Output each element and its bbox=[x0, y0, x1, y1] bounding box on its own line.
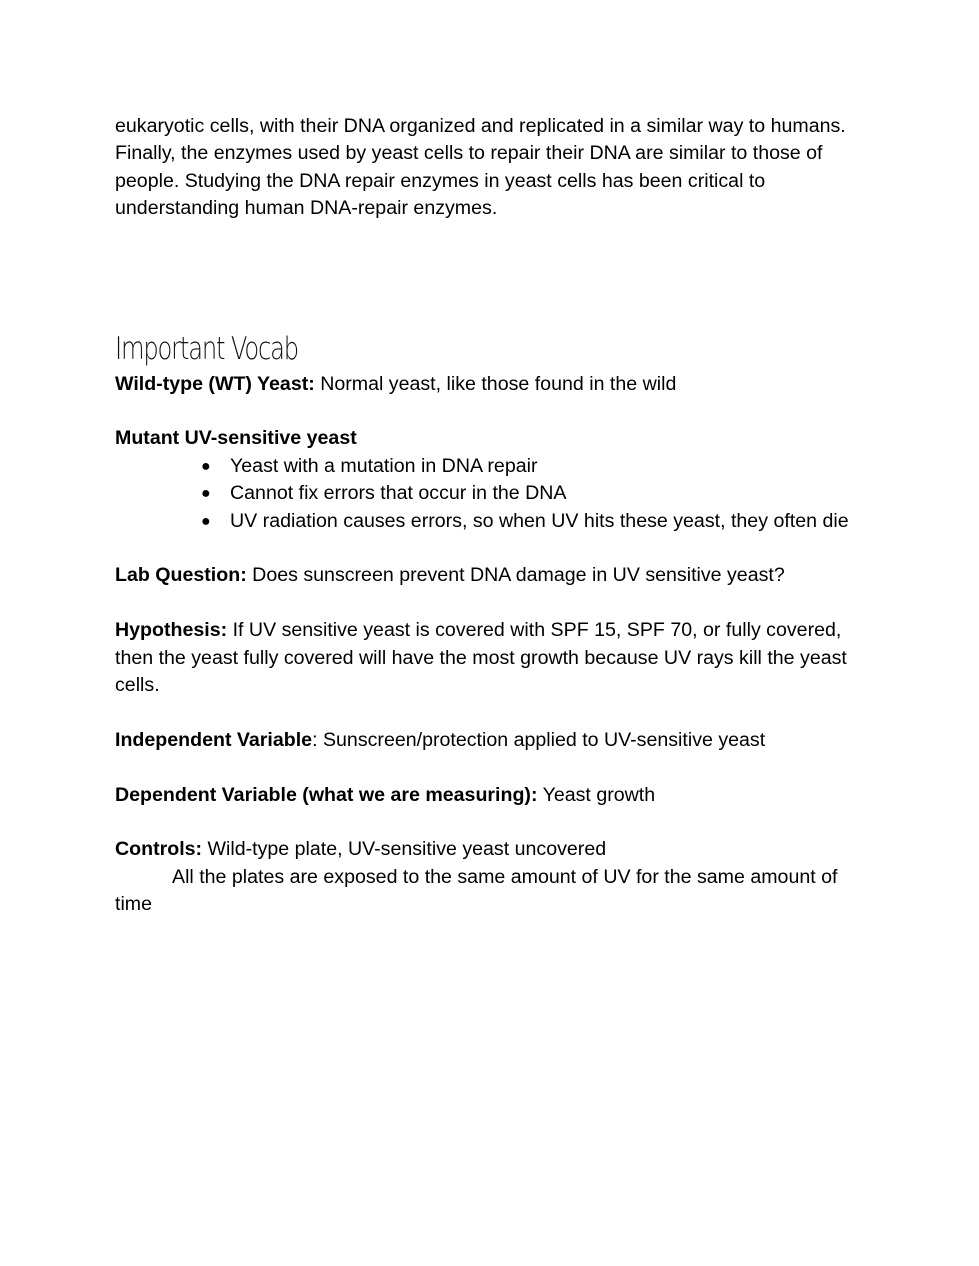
bullet-icon: ● bbox=[201, 457, 211, 475]
lab-question bbox=[115, 562, 865, 589]
section-heading: Important Vocab bbox=[115, 330, 298, 367]
spacer bbox=[115, 754, 865, 781]
hypothesis-text: If UV sensitive yeast is covered with SPF 15, SPF 70, or fully covered, then the yeast fully covered will have the most growth because UV rays kill the yeast cells. bbox=[115, 619, 847, 697]
bullet-icon: ● bbox=[201, 485, 211, 503]
lab-question-term: Lab Question: bbox=[115, 564, 247, 587]
mutant-bullet-list bbox=[115, 453, 865, 535]
list-item bbox=[115, 508, 865, 535]
mutant-term: Mutant UV-sensitive yeast bbox=[115, 427, 357, 450]
controls-term: Controls: bbox=[115, 838, 203, 861]
dependent-variable-text: Yeast growth bbox=[537, 783, 656, 806]
spacer bbox=[115, 398, 865, 425]
hypothesis bbox=[115, 617, 865, 699]
lab-question-text: Does sunscreen prevent DNA damage in UV sensitive yeast? bbox=[246, 564, 785, 587]
intro-paragraph: eukaryotic cells, with their DNA organized and replicated in a similar way to humans. Finally, the enzymes used by yeast cells to repair their DNA are similar to those of people. Studying the DNA repair enzymes in yeast cells has been critical to understanding human DNA-repair enzymes. bbox=[115, 115, 846, 220]
independent-variable-term: Independent Variable bbox=[115, 728, 313, 751]
dependent-variable bbox=[115, 782, 865, 809]
spacer bbox=[115, 535, 865, 562]
wild-type-text: Normal yeast, like those found in the wild bbox=[314, 372, 677, 395]
independent-variable bbox=[115, 727, 865, 754]
list-item bbox=[115, 453, 865, 480]
controls-text: Wild-type plate, UV-sensitive yeast uncovered bbox=[202, 838, 607, 861]
wild-type-definition bbox=[115, 371, 865, 398]
hypothesis-term: Hypothesis: bbox=[115, 619, 228, 642]
list-item-text: UV radiation causes errors, so when UV hits these yeast, they often die bbox=[230, 509, 849, 532]
bullet-icon: ● bbox=[201, 512, 211, 530]
spacer bbox=[115, 699, 865, 726]
spacer bbox=[115, 590, 865, 617]
list-item bbox=[115, 480, 865, 507]
list-item-text: Cannot fix errors that occur in the DNA bbox=[230, 482, 567, 505]
dependent-variable-term: Dependent Variable (what we are measuring): bbox=[115, 783, 538, 806]
wild-type-term: Wild-type (WT) Yeast: bbox=[115, 372, 315, 395]
controls bbox=[115, 836, 865, 863]
independent-variable-text: : Sunscreen/protection applied to UV-sensitive yeast bbox=[312, 728, 766, 751]
controls-note: All the plates are exposed to the same amount of UV for the same amount of time bbox=[115, 865, 838, 916]
list-item-text: Yeast with a mutation in DNA repair bbox=[230, 454, 538, 477]
document-page bbox=[115, 113, 865, 919]
spacer bbox=[115, 809, 865, 836]
